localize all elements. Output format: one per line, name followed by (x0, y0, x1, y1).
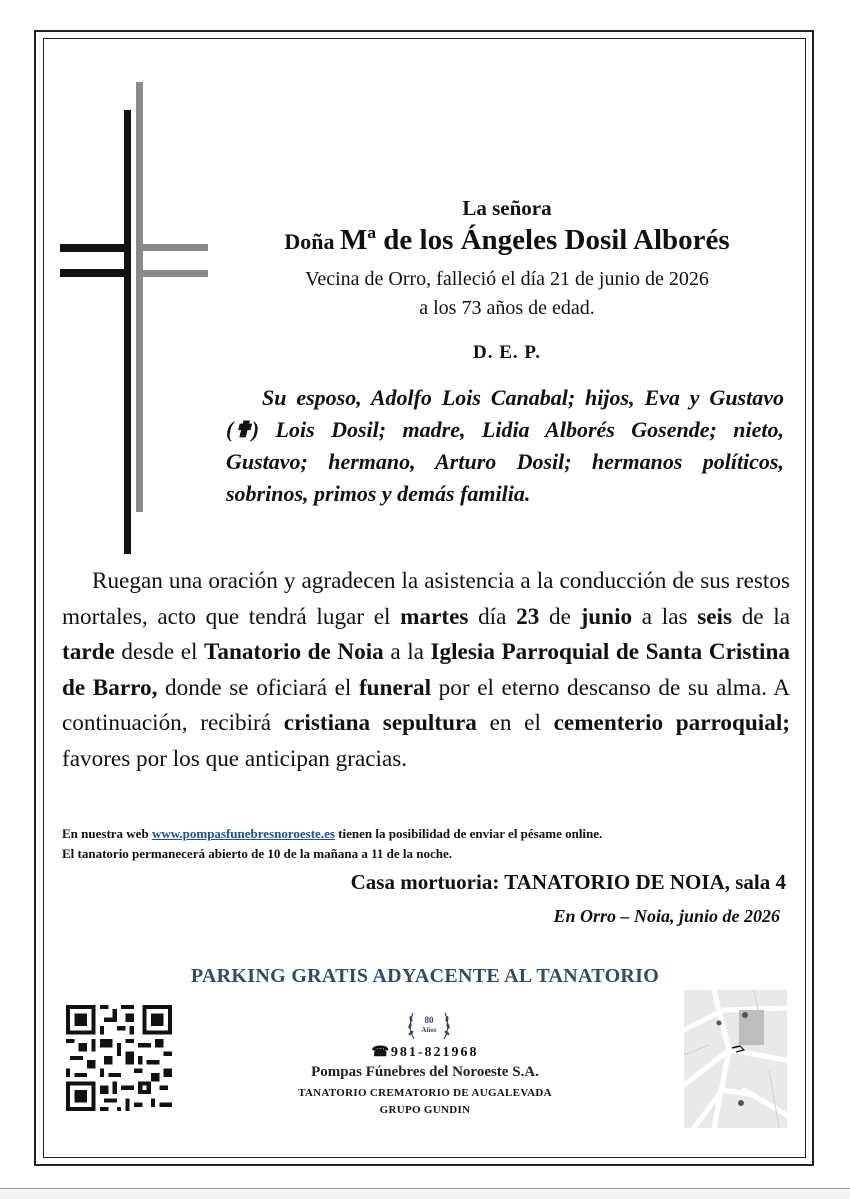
place-date: En Orro – Noia, junio de 2026 (553, 906, 780, 926)
body-bold: cristiana sepultura (283, 710, 477, 736)
deceased-name (222, 224, 792, 257)
title-la-senora: La señora (462, 196, 552, 220)
crematorio-name: TANATORIO CREMATORIO DE AUGALEVADA (298, 1087, 552, 1099)
body-text: Ruegan una oración y agradecen la asistencia a la conducción de sus restos mortales, acto que tendrá lugar el (62, 568, 790, 630)
body-bold: cementerio parroquial; (553, 710, 791, 736)
body-bold: tarde (62, 639, 115, 665)
company-name: Pompas Fúnebres del Noroeste S.A. (311, 1064, 539, 1080)
body-text: de la (732, 603, 791, 630)
body-bold: Tanatorio de Noia (204, 639, 384, 665)
death-line: Vecina de Orro, falleció el día 21 de junio de 2026 (305, 268, 709, 290)
body-text: favores por los que anticipan gracias. (62, 745, 408, 772)
hours-line: El tanatorio permanecerá abierto de 10 de la mañana a 11 de la noche. (62, 846, 452, 861)
web-line (62, 824, 792, 844)
body-text: a la (383, 639, 431, 665)
body-text: desde el (114, 639, 205, 665)
age-line: a los 73 años de edad. (419, 297, 595, 319)
cross-icon (58, 82, 218, 562)
parking-banner: PARKING GRATIS ADYACENTE AL TANATORIO (190, 965, 660, 987)
body-bold: seis (697, 603, 733, 630)
web-post: tienen la posibilidad de enviar el pésame online. (334, 826, 603, 841)
body-bold: junio (580, 603, 633, 630)
badge-number: 80 (424, 1015, 434, 1025)
group-name: GRUPO GUNDIN (379, 1104, 471, 1116)
phone-icon: ☎ (371, 1045, 391, 1060)
body-text: a las (632, 603, 698, 630)
phone-number: 981-821968 (390, 1045, 479, 1060)
web-pre: En nuestra web (62, 826, 152, 841)
ceremony-paragraph (62, 564, 790, 777)
page-bottom-edge (0, 1188, 850, 1199)
body-bold: martes (400, 603, 469, 630)
badge-text: Años (421, 1026, 437, 1034)
name-prefix: Doña (284, 229, 340, 254)
body-text: por el eterno descanso de su alma. A continuación, recibirá (62, 674, 790, 736)
laurel-badge-icon (404, 1005, 454, 1045)
body-text: donde se oficiará el (157, 674, 359, 701)
family-paragraph: Su esposo, Adolfo Lois Canabal; hijos, Eva y Gustavo (✟) Lois Dosil; madre, Lidia Alborés Gosende; nieto, Gustavo; hermano, Arturo Dosil; hermanos políticos, sobrinos, primos y demás familia. (226, 385, 784, 506)
body-bold: Iglesia Parroquial de Santa Cristina de Barro, (62, 639, 790, 701)
casa-mortuoria: Casa mortuoria: TANATORIO DE NOIA, sala 4 (350, 870, 786, 894)
web-info (62, 824, 792, 864)
map-icon[interactable] (684, 990, 787, 1128)
body-text: día (468, 603, 517, 630)
website-link[interactable]: www.pompasfunebresnoroeste.es (151, 826, 335, 841)
body-text: en el (476, 710, 554, 736)
name-text: Mª de los Ángeles Dosil Alborés (339, 224, 730, 256)
dep-line: D. E. P. (472, 342, 541, 363)
body-text: de (539, 603, 581, 630)
body-bold: 23 (516, 603, 540, 630)
body-bold: funeral (358, 674, 432, 701)
